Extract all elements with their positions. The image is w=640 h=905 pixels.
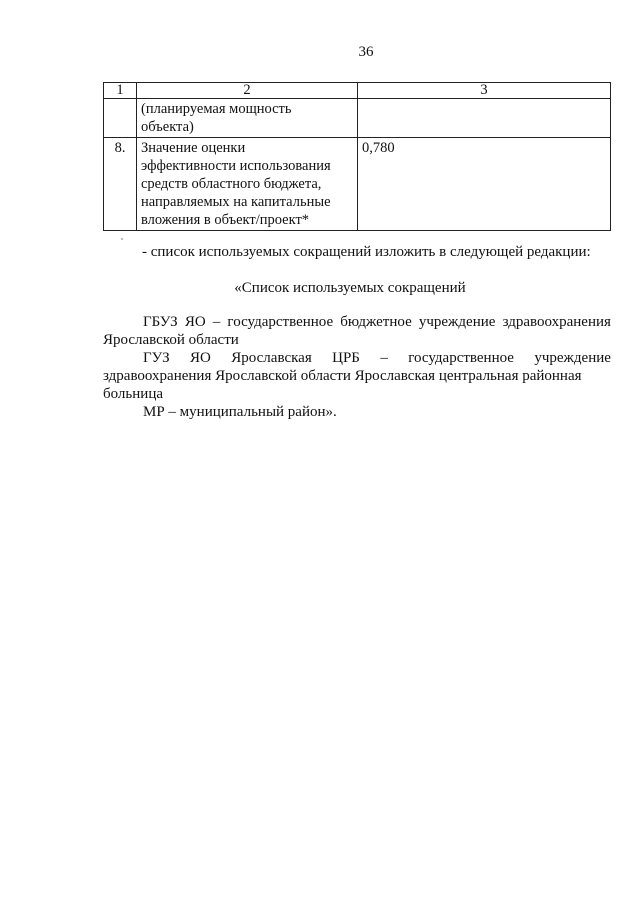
- header-cell-1: 1: [104, 83, 137, 99]
- text-line: Ярославской области: [103, 332, 239, 348]
- description-line: объекта): [141, 119, 194, 135]
- scan-speck: [121, 238, 123, 240]
- row-number-cell: 8.: [104, 138, 137, 231]
- text-line: больница: [103, 386, 163, 402]
- description-line: Значение оценки: [141, 140, 246, 156]
- amendment-text: - список используемых сокращений изложить в следующей редакции:: [142, 244, 591, 260]
- word: ГБУЗ: [143, 314, 178, 330]
- abbreviation-entry-gbuz: [103, 313, 611, 349]
- row-number-cell: [104, 99, 137, 138]
- abbreviations-title: «Список используемых сокращений: [234, 280, 466, 296]
- word: –: [380, 350, 388, 366]
- row-value-cell: [358, 99, 611, 138]
- abbreviation-entry-guz: [103, 349, 611, 403]
- word: ЦРБ: [332, 350, 360, 366]
- text-line: МР – муниципальный район».: [143, 404, 337, 420]
- word: здравоохранения: [502, 314, 611, 330]
- text-line: здравоохранения Ярославской области Ярославская центральная районная: [103, 368, 582, 384]
- justified-line: [103, 349, 611, 367]
- row-description-cell: [137, 99, 358, 138]
- row-value-cell: 0,780: [358, 138, 611, 231]
- table-header-row: [104, 83, 611, 99]
- word: государственное: [227, 314, 334, 330]
- description-line: (планируемая мощность: [141, 101, 292, 117]
- word: ЯО: [190, 350, 211, 366]
- description-line: эффективности использования: [141, 158, 331, 174]
- word: бюджетное: [340, 314, 412, 330]
- table-row: [104, 138, 611, 231]
- description-line: средств областного бюджета,: [141, 176, 322, 192]
- word: –: [212, 314, 221, 330]
- page-number: 36: [358, 44, 374, 60]
- abbreviation-entry-mr: [103, 403, 611, 421]
- word: Ярославская: [231, 350, 312, 366]
- header-cell-2: 2: [137, 83, 358, 99]
- word: учреждение: [418, 314, 496, 330]
- indicator-table: [103, 82, 611, 231]
- description-line: направляемых на капитальные: [141, 194, 331, 210]
- word: ЯО: [184, 314, 206, 330]
- header-cell-3: 3: [358, 83, 611, 99]
- word: государственное: [408, 350, 514, 366]
- row-description-cell: [137, 138, 358, 231]
- word: ГУЗ: [143, 350, 170, 366]
- description-line: вложения в объект/проект*: [141, 212, 310, 228]
- table-row: [104, 99, 611, 138]
- word: учреждение: [534, 350, 611, 366]
- justified-line: [103, 313, 611, 331]
